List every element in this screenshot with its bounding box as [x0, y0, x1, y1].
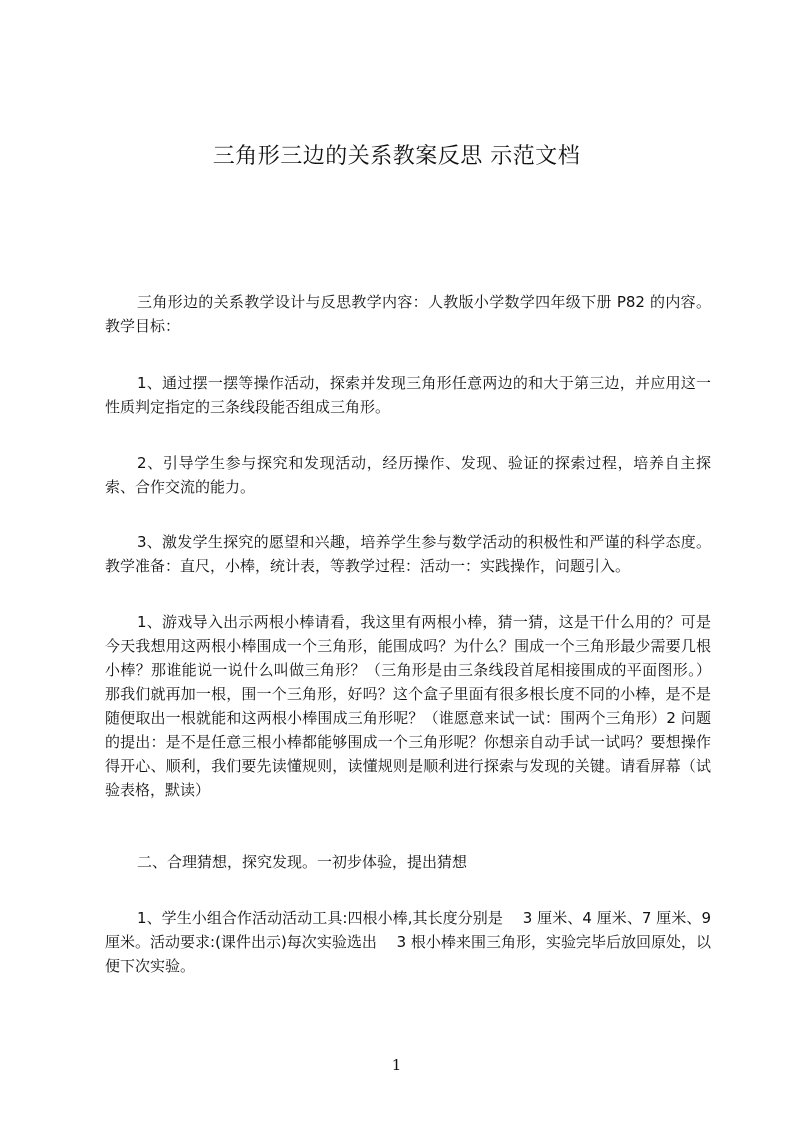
paragraph-intro: 三角形边的关系教学设计与反思教学内容：人教版小学数学四年级下册 P82 的内容。教学目标：: [105, 293, 711, 335]
paragraph-goal-3: 3、激发学生探究的愿望和兴趣，培养学生参与数学活动的积极性和严谨的科学态度。教学准备：直尺，小棒，统计表，等教学过程：活动一：实践操作，问题引入。: [105, 533, 711, 575]
page-number: 1: [391, 1056, 402, 1074]
paragraph-goal-2: 2、引导学生参与探究和发现活动，经历操作、发现、验证的探索过程，培养自主探索、合作交流的能力。: [105, 454, 711, 496]
page-title: 三角形三边的关系教案反思 示范文档: [212, 144, 581, 169]
paragraph-group-activity: 1、学生小组合作活动活动工具:四根小棒,其长度分别是 3 厘米、4 厘米、7 厘米、9 厘米。活动要求:(课件出示)每次实验选出 3 根小棒来围三角形，实验完毕后放回原处，以便下次实验。: [105, 909, 711, 975]
paragraph-activity-1: 1、游戏导入出示两根小棒请看，我这里有两根小棒，猜一猜，这是干什么用的？可是今天我想用这两根小棒围成一个三角形，能围成吗？为什么？围成一个三角形最少需要几根小棒？那谁能说一说什么叫做三角形？（三角形是由三条线段首尾相接围成的平面图形。）那我们就再加一根，围一个三角形，好吗？这个盒子里面有很多根长度不同的小棒，是不是随便取出一根就能和这两根小棒围成三角形呢？（谁愿意来试一试：围两个三角形）2 问题的提出：是不是任意三根小棒都能够围成一个三角形呢？你想亲自动手试一试吗？要想操作得开心、顺利，我们要先读懂规则，读懂规则是顺利进行探索与发现的关键。请看屏幕（试验表格，默读）: [105, 613, 711, 799]
paragraph-goal-1: 1、通过摆一摆等操作活动，探索并发现三角形任意两边的和大于第三边，并应用这一性质判定指定的三条线段能否组成三角形。: [105, 374, 711, 416]
paragraph-section-2-heading: 二、合理猜想，探究发现。一初步体验，提出猜想: [137, 853, 468, 871]
